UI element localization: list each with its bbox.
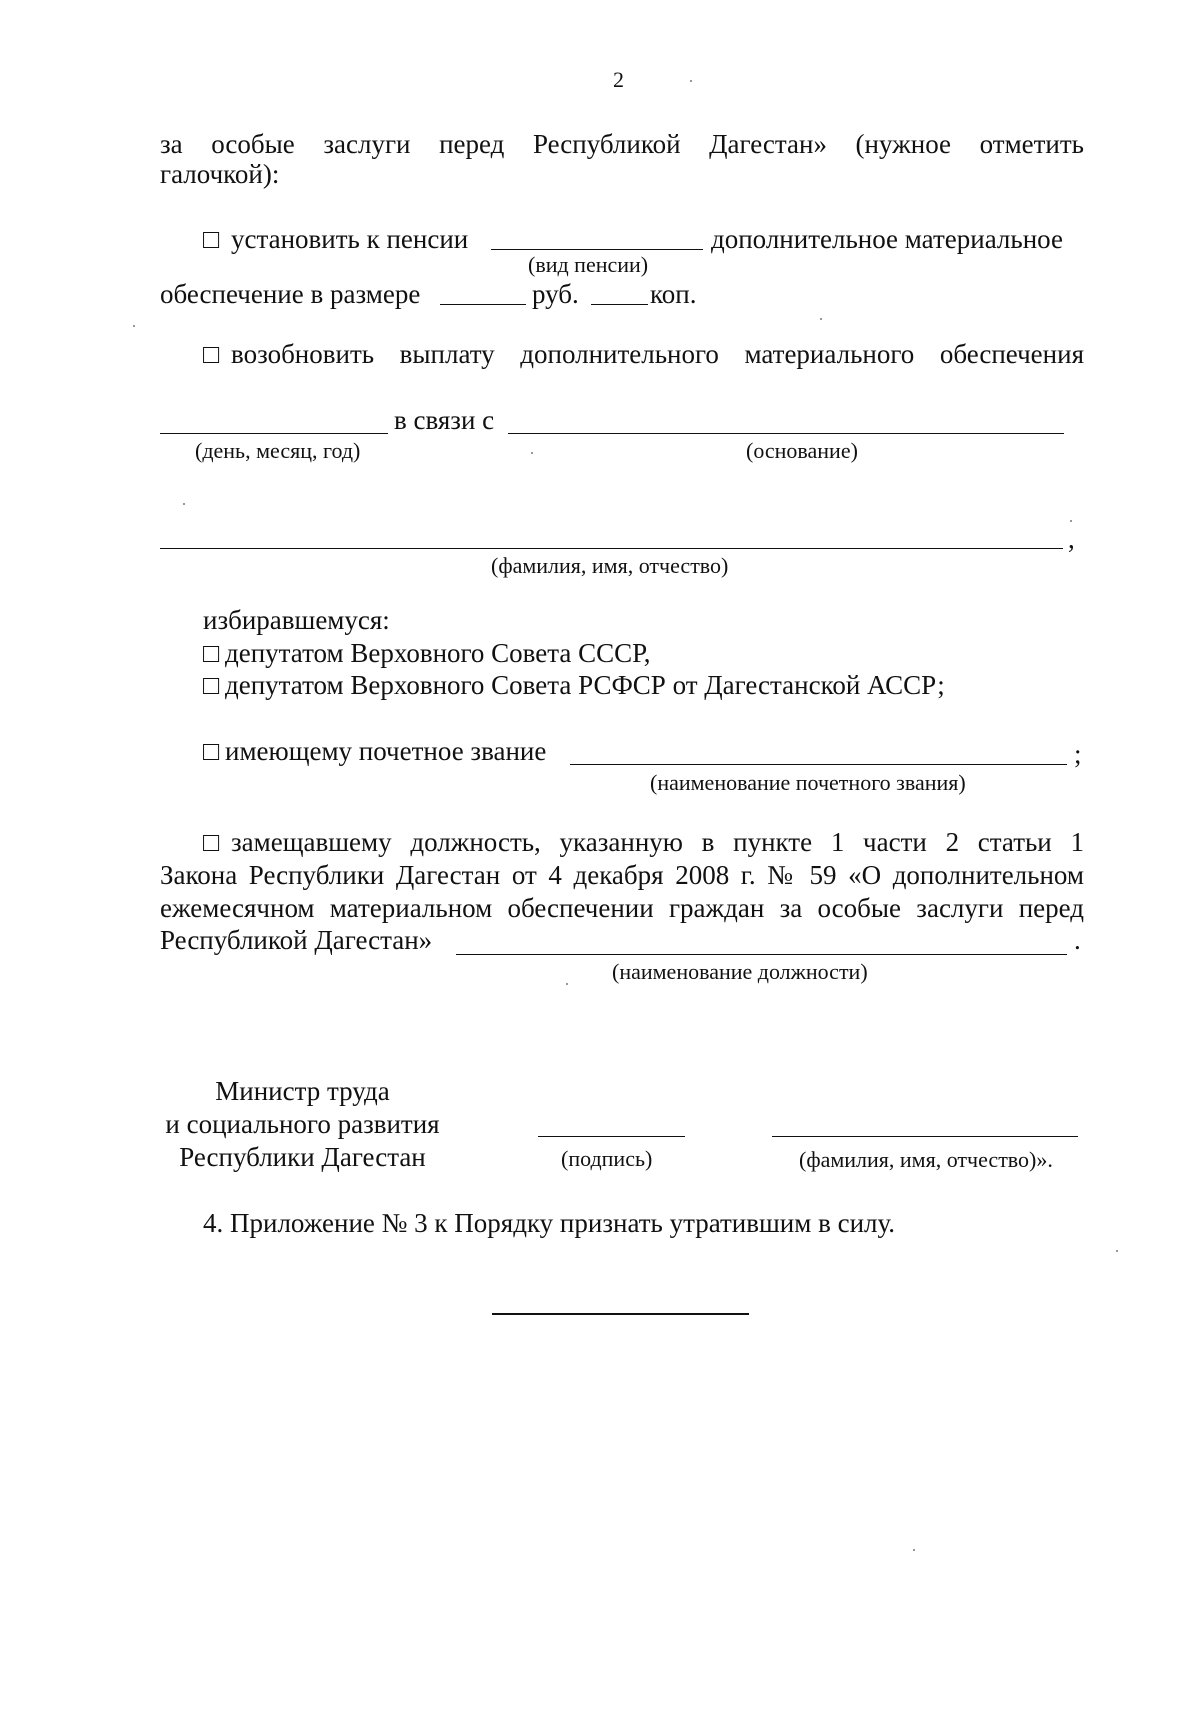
checkbox-rsfsr[interactable]: □ xyxy=(203,670,220,700)
honorary-text: имеющему почетное звание xyxy=(225,736,547,766)
pension-text-after: дополнительное материальное xyxy=(711,224,1063,254)
position-line-2: Закона Республики Дагестан от 4 декабря 2008 г. № 59 «О дополнительном xyxy=(160,860,1084,890)
honorary-caption: (наименование почетного звания) xyxy=(650,770,966,795)
elected-heading: избиравшемуся: xyxy=(203,605,390,635)
position-line-1: замещавшему должность, указанную в пункте 1 части 2 статьи 1 xyxy=(231,827,1084,857)
checkbox-ussr[interactable]: □ xyxy=(203,638,220,668)
scan-speck xyxy=(1070,520,1072,522)
signer-name-field[interactable] xyxy=(772,1136,1078,1137)
closing-rule xyxy=(492,1313,749,1315)
resume-text: возобновить выплату дополнительного материального обеспечения xyxy=(231,339,1084,369)
pension-type-field[interactable] xyxy=(491,249,703,250)
rubles-label: руб. xyxy=(532,279,579,309)
scan-speck xyxy=(913,1549,915,1551)
intro-line-1: за особые заслуги перед Республикой Дагестан» (нужное отметить xyxy=(160,129,1084,159)
intro-line-2: галочкой): xyxy=(160,159,280,189)
checkbox-resume[interactable]: □ xyxy=(203,339,220,369)
pension-type-caption: (вид пенсии) xyxy=(528,252,649,277)
pension-text: установить к пенсии xyxy=(231,224,469,254)
signature-field[interactable] xyxy=(538,1136,685,1137)
date-caption: (день, месяц, год) xyxy=(195,438,361,463)
reason-caption: (основание) xyxy=(746,438,858,463)
elected-rsfsr-text: депутатом Верховного Совета РСФСР от Дагестанской АССР; xyxy=(225,670,945,700)
checkbox-pension[interactable]: □ xyxy=(203,224,220,254)
position-line-3: ежемесячном материальном обеспечении граждан за особые заслуги перед xyxy=(160,893,1084,923)
resume-reason-field[interactable] xyxy=(508,433,1064,434)
honorary-semicolon: ; xyxy=(1074,739,1082,769)
resume-date-field[interactable] xyxy=(160,433,388,434)
position-line-4: Республикой Дагестан» xyxy=(160,925,433,955)
position-caption: (наименование должности) xyxy=(612,959,868,984)
page-number: 2 xyxy=(613,67,624,92)
full-name-field[interactable] xyxy=(160,548,1063,549)
honorary-title-field[interactable] xyxy=(570,764,1067,765)
checkbox-honorary[interactable]: □ xyxy=(203,736,220,766)
checkbox-position[interactable]: □ xyxy=(203,827,220,857)
kopecks-label: коп. xyxy=(650,279,697,309)
elected-ussr-text: депутатом Верховного Совета СССР, xyxy=(225,638,651,668)
signer-title-line-2: и социального развития xyxy=(165,1109,440,1139)
item-4: 4. Приложение № 3 к Порядку признать утратившим в силу. xyxy=(203,1208,896,1238)
rubles-field[interactable] xyxy=(440,304,526,305)
position-name-field[interactable] xyxy=(456,954,1067,955)
pension-amount-label: обеспечение в размере xyxy=(160,279,421,309)
scan-speck xyxy=(133,325,135,327)
signature-caption: (подпись) xyxy=(561,1146,653,1171)
scan-speck xyxy=(531,452,533,454)
signer-title-line-1: Министр труда xyxy=(215,1076,390,1106)
full-name-comma: , xyxy=(1068,524,1075,554)
kopecks-field[interactable] xyxy=(591,304,648,305)
scan-speck xyxy=(183,503,185,505)
scan-speck xyxy=(1116,1250,1118,1252)
position-period: . xyxy=(1074,925,1081,955)
in-connection-label: в связи с xyxy=(394,405,495,435)
signer-title-line-3: Республики Дагестан xyxy=(179,1142,426,1172)
full-name-caption: (фамилия, имя, отчество) xyxy=(491,553,729,578)
scan-speck xyxy=(690,80,692,82)
signer-name-caption: (фамилия, имя, отчество)». xyxy=(799,1147,1053,1172)
scan-speck xyxy=(566,983,568,985)
scan-speck xyxy=(820,318,822,320)
